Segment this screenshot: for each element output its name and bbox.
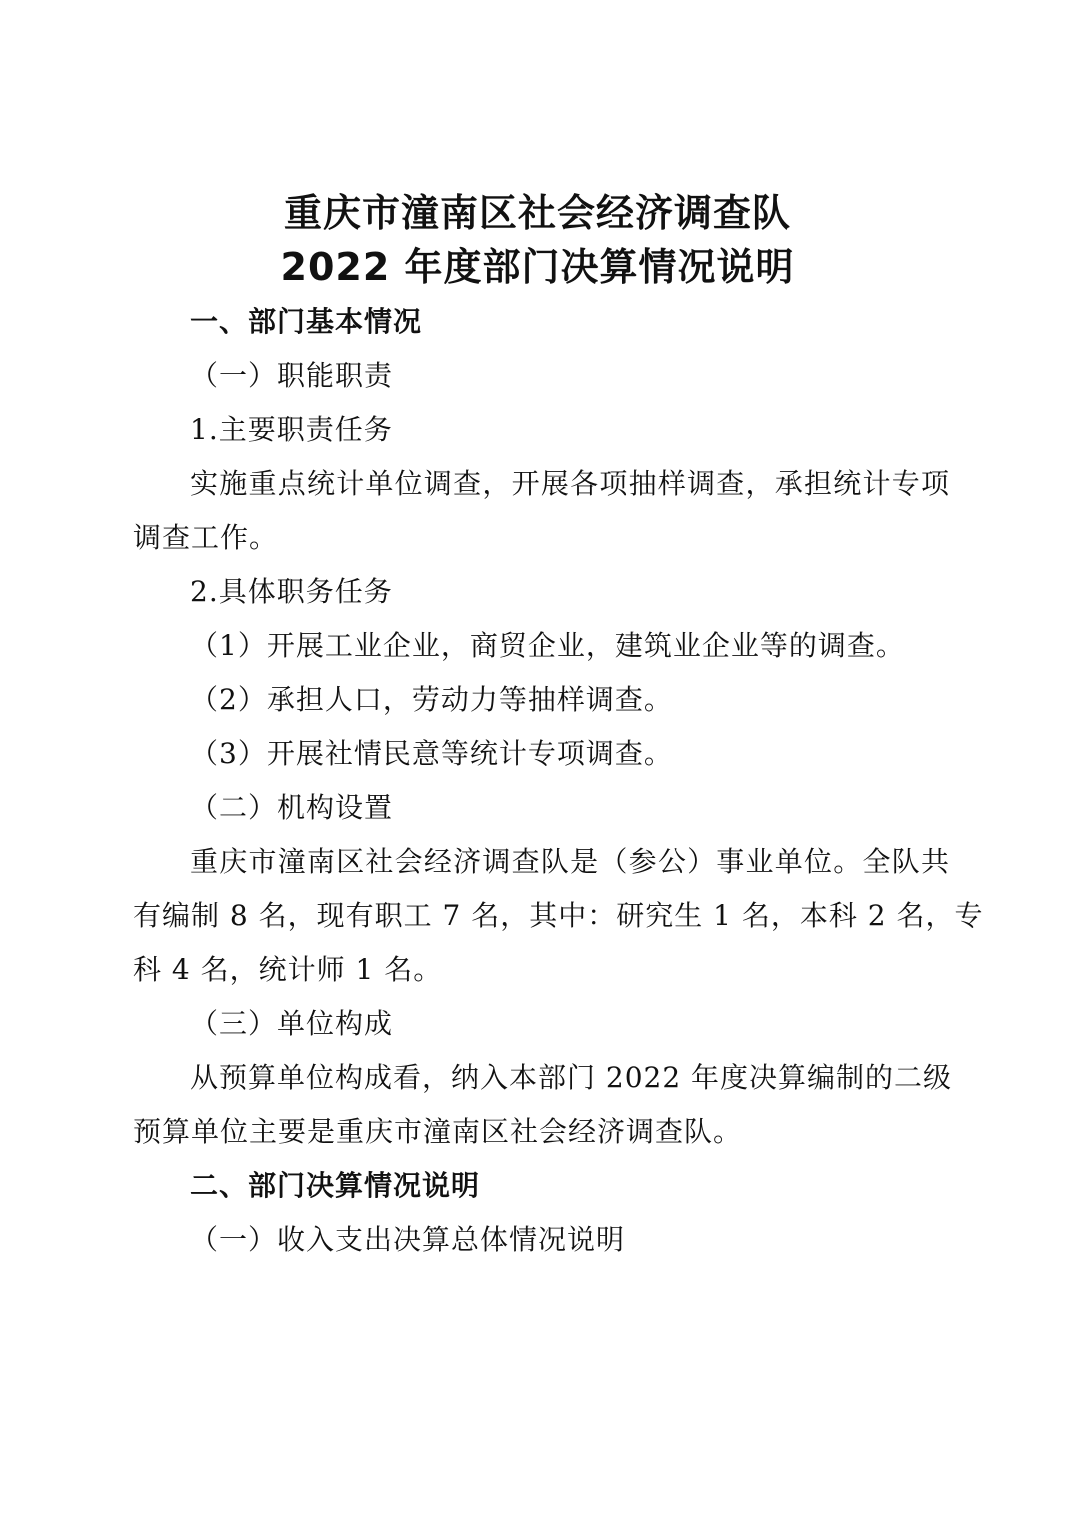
subsection-heading-2: （二）机构设置	[190, 791, 394, 824]
paragraph-line: 有编制 8 名，现有职工 7 名，其中：研究生 1 名，本科 2 名，专	[133, 899, 984, 932]
list-item: （1）开展工业企业，商贸企业，建筑业企业等的调查。	[190, 629, 905, 662]
section-heading-1: 一、部门基本情况	[190, 305, 423, 338]
paragraph-line: 调查工作。	[133, 521, 279, 554]
document-title-line-1: 重庆市潼南区社会经济调查队	[283, 191, 791, 235]
paragraph-line: 重庆市潼南区社会经济调查队是（参公）事业单位。全队共	[190, 845, 950, 878]
subsection-heading-4: （一）收入支出决算总体情况说明	[190, 1223, 626, 1256]
paragraph-line: 预算单位主要是重庆市潼南区社会经济调查队。	[133, 1115, 743, 1148]
paragraph-line: 科 4 名，统计师 1 名。	[133, 953, 443, 986]
section-heading-2: 二、部门决算情况说明	[190, 1169, 481, 1202]
list-item: （2）承担人口，劳动力等抽样调查。	[190, 683, 673, 716]
paragraph-line: 实施重点统计单位调查，开展各项抽样调查，承担统计专项	[190, 467, 950, 500]
item-heading-1: 1.主要职责任务	[190, 413, 393, 446]
paragraph-line: 从预算单位构成看，纳入本部门 2022 年度决算编制的二级	[190, 1061, 953, 1094]
item-heading-2: 2.具体职务任务	[190, 575, 393, 608]
list-item: （3）开展社情民意等统计专项调查。	[190, 737, 673, 770]
subsection-heading-3: （三）单位构成	[190, 1007, 394, 1040]
subsection-heading-1: （一）职能职责	[190, 359, 394, 392]
document-title-line-2: 2022 年度部门决算情况说明	[280, 245, 795, 289]
